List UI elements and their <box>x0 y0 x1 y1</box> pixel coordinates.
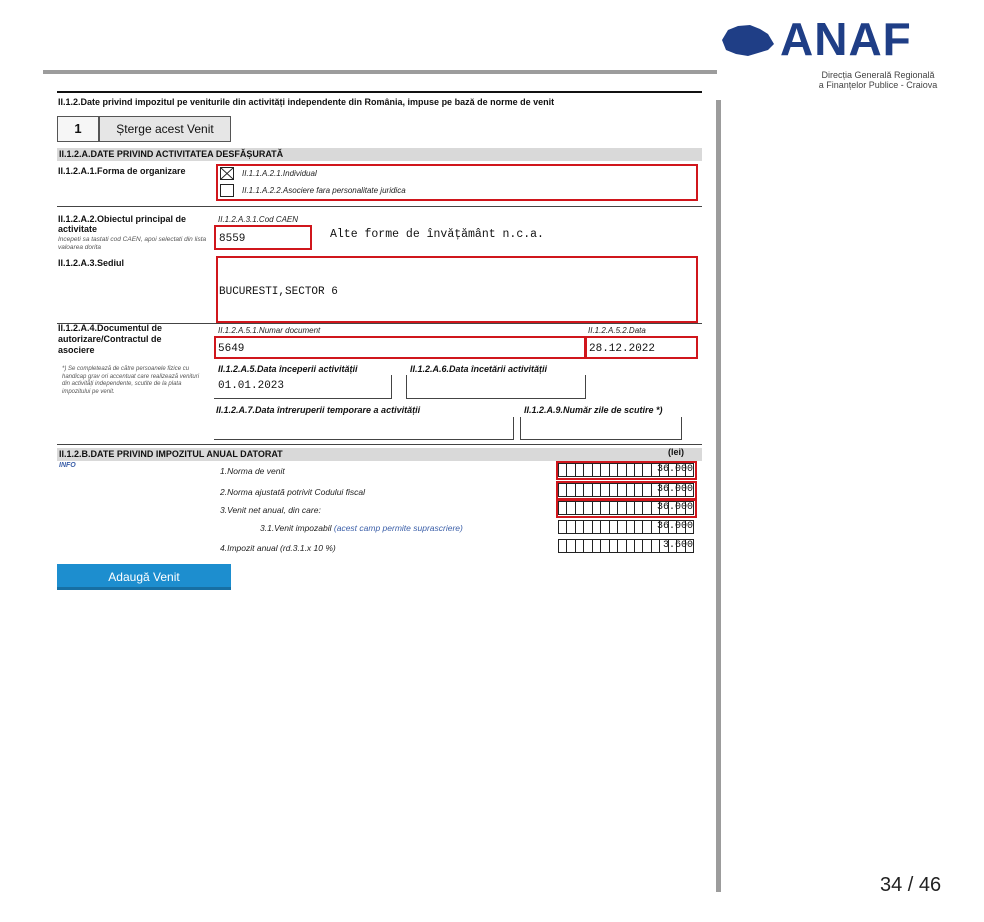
venit-index-number: 1 <box>74 121 82 136</box>
row-impozabil-value: 36.000 <box>656 521 693 532</box>
nr-doc-input[interactable] <box>214 336 586 359</box>
incepere-value: 01.01.2023 <box>218 380 285 392</box>
intrerupere-label: II.1.2.A.7.Data întreruperii temporare a activității <box>216 405 421 415</box>
add-venit-button[interactable]: Adaugă Venit <box>57 564 231 590</box>
anaf-brand: ANAF <box>780 13 912 65</box>
title-rule <box>57 91 702 93</box>
row-norma-label: 1.Norma de venit <box>220 466 285 476</box>
check-x-icon <box>221 168 233 179</box>
incetare-label: II.1.2.A.6.Data încetării activității <box>410 364 548 374</box>
data-doc-value: 28.12.2022 <box>589 343 656 355</box>
sediu-value: BUCURESTI,SECTOR 6 <box>219 286 338 298</box>
row-impozit-value: 3.600 <box>662 540 693 551</box>
row-impozabil-text: 3.1.Venit impozabil <box>260 523 332 533</box>
obiect-hint: Incepeti sa tastati cod CAEN, apoi selectati din lista valoarea dorita <box>58 236 207 251</box>
anaf-logo <box>718 13 968 90</box>
intrerupere-input[interactable] <box>214 417 514 440</box>
row-venit-net-value: 36.000 <box>656 502 693 513</box>
page-counter: 34 / 46 <box>880 874 942 896</box>
venit-index <box>57 116 99 142</box>
row-ajustata-label: 2.Norma ajustată potrivit Codului fiscal <box>220 487 366 497</box>
checkbox-asociere[interactable] <box>220 184 234 197</box>
sediu-input[interactable] <box>216 256 698 323</box>
forma-label: II.1.2.A.1.Forma de organizare <box>58 166 186 176</box>
section-title: II.1.2.Date privind impozitul pe veniturile din activități independente din România, impuse pe bază de norme de venit <box>58 97 555 107</box>
doc-label: II.1.2.A.4.Documentul de autorizare/Contractul de asociere <box>58 323 163 355</box>
section-a-title: II.1.2.A.DATE PRIVIND ACTIVITATEA DESFĂȘURATĂ <box>57 148 702 161</box>
sediu-label: II.1.2.A.3.Sediul <box>58 258 125 268</box>
checkbox-individual[interactable] <box>220 167 234 180</box>
caen-input[interactable] <box>214 225 312 250</box>
caen-value: 8559 <box>219 233 246 245</box>
divider <box>57 444 702 445</box>
data-doc-label: II.1.2.A.5.2.Data <box>588 326 646 335</box>
row-impozit-label: 4.Impozit anual (rd.3.1.x 10 %) <box>220 543 336 553</box>
row-venit-net-label: 3.Venit net anual, din care: <box>220 505 321 515</box>
right-gray-bar <box>716 100 721 892</box>
info-link[interactable]: INFO <box>59 462 76 469</box>
unit-label: (lei) <box>668 447 685 457</box>
data-doc-input[interactable] <box>585 336 698 359</box>
section-b-title: II.1.2.B.DATE PRIVIND IMPOZITUL ANUAL DATORAT <box>57 448 702 461</box>
opt-asociere-label: II.1.1.A.2.2.Asociere fara personalitate juridica <box>242 186 406 195</box>
top-gray-bar <box>43 70 717 74</box>
nr-doc-value: 5649 <box>218 343 245 355</box>
obiect-label: II.1.2.A.2.Obiectul principal de activitate <box>58 214 187 234</box>
caen-label: II.1.2.A.3.1.Cod CAEN <box>218 215 299 224</box>
romania-map-icon <box>718 20 776 60</box>
incetare-input[interactable] <box>406 375 586 399</box>
logo-line2: a Finanțelor Publice - Craiova <box>818 80 938 90</box>
incepere-input[interactable] <box>214 375 392 399</box>
row-impozabil-label <box>260 523 463 533</box>
incepere-label: II.1.2.A.5.Data începerii activității <box>218 364 358 374</box>
divider <box>57 206 702 207</box>
row-impozabil-note: (acest camp permite suprascriere) <box>333 523 463 533</box>
logo-line1: Direcția Generală Regională <box>821 70 935 80</box>
footnote: *) Se completează de către persoanele fizice cu handicap grav ori accentuat care realizează venituri din activități independente, scutite de la plata impozitului pe venit. <box>62 366 200 395</box>
caen-description: Alte forme de învățământ n.c.a. <box>330 228 544 241</box>
delete-venit-button[interactable]: Șterge acest Venit <box>99 116 231 142</box>
scutire-label: II.1.2.A.9.Număr zile de scutire *) <box>524 405 663 415</box>
row-ajustata-value: 36.000 <box>656 484 693 495</box>
opt-individual-label: II.1.1.A.2.1.Individual <box>242 169 317 178</box>
nr-doc-label: II.1.2.A.5.1.Numar document <box>218 326 321 335</box>
scutire-input[interactable] <box>520 417 682 440</box>
row-norma-value: 36.000 <box>656 464 693 475</box>
